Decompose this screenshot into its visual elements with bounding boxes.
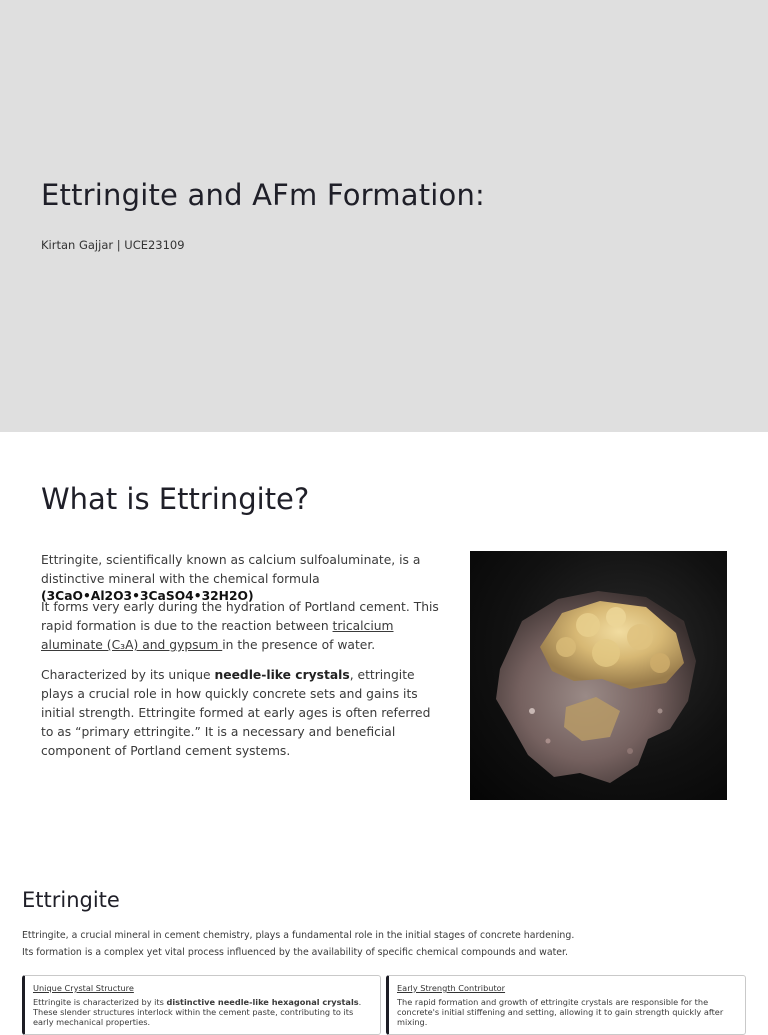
intro-line-2: Its formation is a complex yet vital process influenced by the availability of specific chemical compounds and water. [22,947,569,958]
ettringite-description [41,551,443,761]
card-title: Unique Crystal Structure [33,983,134,993]
card-body [33,997,372,1027]
paragraph-definition [41,551,443,603]
reactants-link[interactable]: tricalcium aluminate (C₃A) and gypsum [41,619,394,652]
crystals-text-end: , ettringite plays a crucial role in how quickly concrete sets and gains its initial strength. Ettringite formed at early ages is often referred to as “primary ettringite.” It is a necessary and beneficial component of Portland cement systems. [41,668,431,758]
definition-text: Ettringite, scientifically known as calcium sulfoaluminate, is a distinctive mineral with the chemical formula [41,553,421,586]
intro-line-1: Ettringite, a crucial mineral in cement chemistry, plays a fundamental role in the initial stages of concrete hardening. [22,930,575,941]
ettringite-intro [22,927,742,961]
ettringite-mineral-photo [470,551,727,800]
card-body-emphasis: distinctive needle-like hexagonal crystals [166,997,359,1007]
section-title-ettringite: Ettringite [22,888,120,912]
section-title-what-is-ettringite: What is Ettringite? [41,482,310,516]
needle-crystals-emphasis: needle-like crystals [214,668,350,682]
presentation-title: Ettringite and AFm Formation: [41,178,486,212]
paragraph-crystals [41,666,443,761]
paragraph-formation [41,598,443,655]
title-slide [0,0,768,432]
formation-text: It forms very early during the hydration of Portland cement. This rapid formation is due to the reaction between [41,600,439,633]
card-title: Early Strength Contributor [397,983,506,993]
card-body-text-end: . These slender structures interlock within the cement paste, contributing to its early mechanical properties. [33,997,362,1027]
card-body-text: Ettringite is characterized by its [33,997,167,1007]
author-line: Kirtan Gajjar | UCE23109 [41,238,185,252]
chemical-formula: (3CaO•Al2O3•3CaSO4•32H2O) [41,589,254,603]
mineral-specimen-illustration [470,551,727,800]
card-early-strength-contributor [386,975,746,1035]
formation-text-end: in the presence of water. [222,638,376,652]
crystals-text: Characterized by its unique [41,668,215,682]
card-unique-crystal-structure [22,975,381,1035]
card-body: The rapid formation and growth of ettringite crystals are responsible for the concrete's initial stiffening and setting, allowing it to gain strength quickly after mixing. [397,997,724,1027]
